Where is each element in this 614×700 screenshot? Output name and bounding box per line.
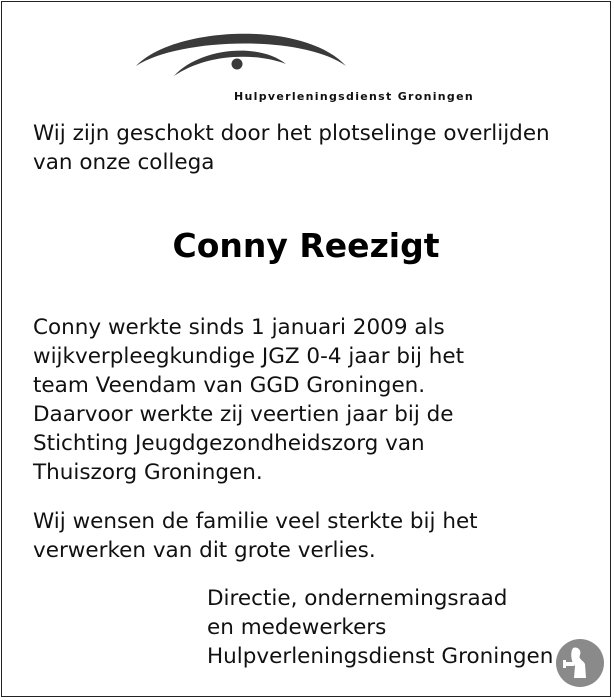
bio-line: wijkverpleegkundige JGZ 0-4 jaar bij het	[33, 344, 465, 369]
bio-line: Daarvoor werkte zij veertien jaar bij de	[33, 402, 454, 427]
signature-line: Directie, ondernemingsraad	[207, 586, 508, 611]
candle-emblem-icon	[555, 638, 605, 688]
signature-block	[207, 584, 553, 671]
deceased-name: Conny Reezigt	[172, 226, 440, 265]
condolence-line: Wij wensen de familie veel sterkte bij het	[33, 509, 478, 534]
bio-line: Conny werkte sinds 1 januari 2009 als	[33, 315, 445, 340]
signature-line: Hulpverleningsdienst Groningen	[207, 644, 554, 669]
condolence-paragraph	[33, 507, 478, 565]
intro-line: van onze collega	[33, 150, 215, 175]
organization-logo	[134, 24, 348, 84]
bio-line: Thuiszorg Groningen.	[33, 460, 263, 485]
condolence-line: verwerken van dit grote verlies.	[33, 538, 376, 563]
organization-name: Hulpverleningsdienst Groningen	[234, 90, 475, 103]
intro-line: Wij zijn geschokt door het plotselinge overlijden	[33, 121, 550, 146]
bio-paragraph	[33, 313, 464, 487]
bio-line: Stichting Jeugdgezondheidszorg van	[33, 431, 425, 456]
signature-line: en medewerkers	[207, 615, 387, 640]
intro-paragraph	[33, 119, 550, 177]
bio-line: team Veendam van GGD Groningen.	[33, 373, 426, 398]
